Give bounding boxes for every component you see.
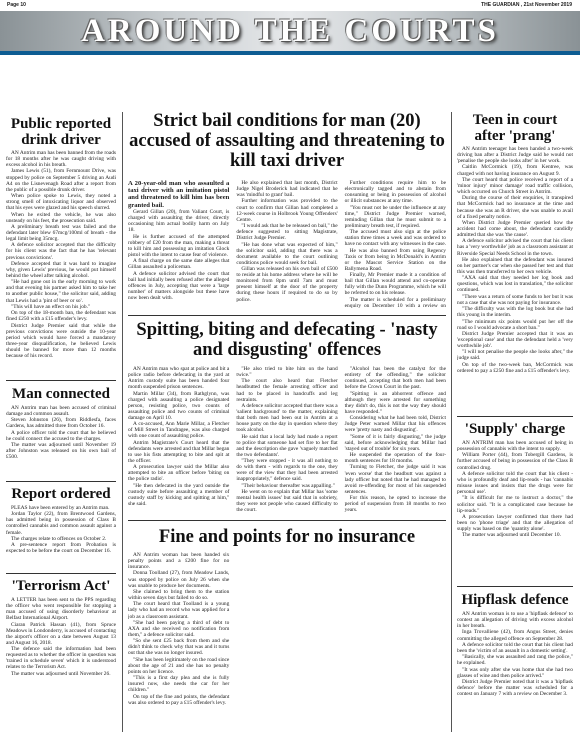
paragraph: On top of the 18-month ban, the defendant was fined £250 with a £15 offender's levy. (6, 310, 116, 323)
paragraph: AN Antrim man has been accused of criminal damage and common assault. (6, 405, 116, 418)
headline-supply-charge: 'Supply' charge (464, 421, 566, 437)
paragraph: A defence solicitor advised the court that bail had initially been refused after the alleged offences in July, accepting that were a 'large number' of matters alongside but these have now been dealt with. (128, 270, 230, 301)
page-header (0, 0, 580, 10)
headline-insurance: Fine and points for no insurance (158, 527, 416, 547)
paragraph: The matter was adjourned until November 19 after Johnston was released on his own bail of £500. (6, 442, 116, 461)
paragraph: "She has been legitimately on the road since about the age of 21 and she has no penalty points on her licence. (128, 656, 230, 675)
paragraph: A final charge on the same date alleges that Gillan assaulted a policeman. (128, 258, 230, 271)
paragraph: "Alcohol has been the catalyst for the entirety of the offending," the solicitor continued, accepting that both men had been before the Crown Court in the past. (344, 366, 446, 391)
paragraph: AN Antrim man who spat at police and bit a police radio before defecating in the yard at Antrim custody suite has been handed four month suspended prison sentences. (128, 366, 230, 391)
paragraph: "He has done what was expected of him," the solicitor said, adding that there was a document available to the court outlining conditions police would seek for bail. (236, 241, 338, 266)
divider (6, 481, 116, 482)
article-report-ordered (6, 505, 116, 569)
paragraph: "This will have an effect on his job." (11, 303, 91, 310)
paragraph: The matter was adjourned until November 26. (11, 670, 111, 677)
paper-date: THE GUARDIAN , 21st November 2019 (481, 2, 572, 8)
paragraph: The court heard that police received a report of a 'minor injury' minor damage' road traffic collision, which occurred on Church Street in Antrim. (457, 176, 573, 196)
paragraph: A prosecution lawyer confirmed that there had been no 'phone triage' and that the allegation of supply was based on the 'quantity alone'. (457, 513, 573, 533)
banner-rule (0, 51, 580, 55)
paragraph: "She had been paying a third of debt to AXA and she received no notification from them," a defence solicitor said. (128, 619, 230, 638)
paragraph: Martin Millar (34), from Rathglynn, was charged with assaulting a police designated person, resisting police, two counts of assaulting police and two counts of criminal damage on April 10. (128, 390, 230, 421)
paragraph: District Judge Premier noted that it was a 'hipflask defence' before the matter was scheduled for a contest on January 7 with a review on December 3. (457, 678, 573, 698)
paragraph: She claimed to bring them to the station within seven days but failed to do so. (128, 588, 230, 602)
paragraph: A defence solicitor accepted that there was a 'salient background' to the matter, explaining that both men had been out in Antrim at a house party on the day in question where they took alcohol. (236, 402, 338, 434)
divider (6, 573, 116, 574)
paragraph: District Judge Premier accepted that it was an 'exceptional case' and that the defendant held a 'very worthwhile job'. (457, 330, 573, 350)
divider (128, 315, 446, 316)
paragraph: When District Judge Premier queried how the accident had come about, the defendant candidly admitted that she was 'the cause'. (457, 219, 573, 239)
paragraph: "This is a first day plea and she is fully insured now, she needs the car for her children." (128, 675, 230, 694)
paragraph: The court heard that Toolland is a young lady who had an record who was applied for a job as a classroom assistant. (128, 601, 230, 620)
paragraph: He was also banned from using Regency Taxis or from being in McDonald's in Antrim or the Mascot Service Station on the Ballymena Road. (344, 247, 446, 272)
paragraph: Donna Toolland (27), from Meadow Lands, was stopped by police on July 26 when she was unable to produce her documents. (128, 570, 230, 589)
paragraph: James Lewis (51), from Fernmount Drive, was stopped by police on September 5 driving an Audi A4 on the Lisnevenagh Road after a report from the public of a possible drunk driver. (6, 168, 116, 193)
paragraph: On top of the two-week ban, McCormick was ordered to pay a £250 fine and a £15 offender's levy. (457, 361, 573, 374)
paragraph: AN Antrim woman has been handed six penalty points and a £200 fine for no insurance. (128, 552, 230, 571)
paragraph: "He had gone out in the early morning to work and that evening his partner asked him to take her to another public house," the solicitor said, adding that Lewis had a 'pint of beer or so'. (6, 279, 116, 304)
paragraph: "They were stopped - it was all nothing to do with them - with regards to the one, they were of the view that they had been arrested inappropriately," defence said. (236, 458, 338, 483)
banner-title: AROUND THE COURTS (81, 13, 499, 49)
paragraph: The charges relate to offences on October 2. (11, 535, 107, 542)
section-banner (0, 11, 580, 55)
paragraph: "I will not penalise the people she looks after," the judge said. (457, 349, 573, 362)
paragraph: AN Antrim man has been banned from the roads for 18 months after he was caught driving with excess alcohol in his breath. (6, 150, 116, 169)
paragraph: "I would ask that he be released on bail," the defence suggested to sitting Magistrate, District Judge Premier. (236, 223, 338, 242)
paragraph: The matter is scheduled for a preliminary enquiry on December 10 with a review on (344, 296, 446, 309)
headline-terrorism-act: 'Terrorism Act' (11, 578, 111, 594)
paragraph: "Their behaviour thereafter was appalling." (241, 482, 335, 489)
article-insurance (128, 552, 446, 732)
article-terrorism-act (6, 597, 116, 731)
paragraph: "He also tried to bite him on the hand twice." (236, 366, 338, 379)
headline-hipflask: Hipflask defence (461, 592, 569, 608)
paragraph: A defence solicitor accepted that the difficulty for his client was the fact that he has 'relevant previous convictions'. (6, 242, 116, 261)
column-divider (122, 112, 123, 732)
paragraph: "There was a return of some funds to her but it was not a case that she was not paying for insurance. (457, 293, 573, 306)
paragraph: He said that a local lady had made a report to police that someone had set fire to her flat and the description she gave 'vaguely matched the two defendants'. (236, 433, 338, 458)
paragraph: A defence solicitor advised the court that his client has a 'very worthwhile' job as a classroom assistant at Riverside Special Needs School in the town. (457, 238, 573, 257)
divider (6, 380, 116, 381)
article-teen-prang (457, 146, 573, 412)
paragraph: During the course of their enquiries, it transpired that McCormick had no insurance at the time and because she was an R driver, she was unable to avail of a fixed penalty notice. (457, 195, 573, 220)
paragraph: Further information was provided to the court to confirm that Gillan had completed a 12-week course in Holbrook Young Offenders' Centre. (236, 198, 338, 223)
paragraph: The defence said the information had been requested as to whether the officer in question was 'trained in schedule seven' which it is understood relates to the Terrorism Act. (6, 646, 116, 671)
lead-paragraph: A 20-year-old man who assaulted a taxi driver with an imitation pistol and threatened to kill him has been granted bail. (128, 180, 230, 209)
article-hipflask (457, 611, 573, 732)
paragraph: A defence solicitor told the court that his client had been the 'victim of an assault in a domestic setting'. (457, 641, 573, 654)
paragraph: Ciaran Patrick Hassan (41), from Spruce Meadows in Londonderry, is accused of contacting the airport's officer on a date between August 13 and August 16, 2018. (6, 621, 116, 646)
paragraph: Gerard Gillan (20), from Valiant Court, is charged with assaulting the driver, directly occasioning him actual bodily harm on July 18. (128, 209, 230, 234)
paragraph: Jordan Taylor (22), from Brentwood Gardens, has admitted being in possession of Class B controlled cannabis and common assault against a female. (6, 511, 116, 536)
paragraph: A preliminary breath test was failed and the defendant later blew 67mcg/100ml of breath - the legal limit being 35mcg. (6, 223, 116, 243)
article-drink-driver (6, 150, 116, 378)
divider (457, 586, 573, 587)
paragraph: A police officer told the court that he believed he could connect the accused to the charges. (6, 429, 116, 442)
paragraph: "You must not be under the influence at any time," District Judge Premier warned, reminding Gillan that he must submit to a preliminary breath test, if required. (344, 204, 446, 229)
paragraph: "The difficulty was with the log book but she had this young in the interim. (457, 306, 573, 319)
headline-man-connected: Man connected (12, 386, 110, 402)
paragraph: AN Antrim teenager has been handed a two-week driving ban after a District Judge said he would not 'penalise the people she looks after' in her work. (457, 146, 573, 165)
paragraph: "Spitting is an abhorrent offence and although they were arrested for something they didn't do, this is not the way they should have responded." (344, 390, 446, 415)
paragraph: When police spoke to Lewis, they noted a strong smell of intoxicating liquor and observed that his eyes were glazed and his speech slurred. (6, 193, 116, 212)
paragraph: A LETTER has been sent to the PPS regarding the officer who went responsible for stopping a man accused of using disorderly behaviour at Belfast International Airport. (6, 597, 116, 622)
paragraph: A pre-sentence report from Probation is expected to be before the court on December 16. (6, 542, 116, 555)
divider (457, 416, 573, 417)
paragraph: A co-accused, Ann Marie Millar, a Fletcher of Mill Street in Tandragee, was also charged with one count of assaulting police. (128, 421, 230, 440)
headline-spitting: Spitting, biting and defecating - 'nasty and disgusting' offences (136, 320, 438, 360)
paragraph: He went on to explain that Millar has 'some mental health issues' but said that in sobriety, they were not people who caused difficulty to the court. (236, 489, 338, 514)
paragraph: Antrim Magistrate's Court heard that the defendants were arrested and that Millar began to use his fists attempting to bite and spit at the officer. (128, 439, 230, 464)
paragraph: The matter was adjourned until December 10. (462, 532, 561, 539)
paragraph: Steven Johnston (26), from Riddlesfa, faces Gardens, has admitted three from October 16. (6, 417, 116, 430)
paragraph: "AXA said that they needed her log book and questions, which was lost in translation," the solicitor continued. (457, 275, 573, 294)
paragraph: "He then defecated in the yard outside the custody suite before assaulting a member of custody staff by kicking and spitting at him," she said. (128, 482, 230, 507)
paragraph: "The minimum six points would put her off the road so I would advocate a short ban." (457, 318, 573, 331)
paragraph: "So she sent £25 back from them and she didn't think to check why that was and it turns out that she was no longer insured. (128, 638, 230, 657)
headline-teen-prang: Teen in court after 'prang' (472, 112, 558, 144)
article-man-connected (6, 405, 116, 477)
paragraph: Caitlin McCormick (19), from Kentree, was charged with not having insurance on August 9. (457, 164, 573, 177)
paragraph: AN ANTRIM man has been accused of being in possession of cannabis with the intent to supply. (457, 440, 573, 453)
paragraph: On top of the fine and points, the defendant was also ordered to pay a £15 offender's levy. (128, 693, 230, 706)
headline-report-ordered: Report ordered (11, 486, 111, 502)
paragraph: Considering what he had been told, District Judge Peter warned Millar that his offences were 'pretty nasty and disgusting'. (344, 415, 446, 434)
paragraph: Further conditions require him to be electronically tagged and to abstain from consuming or being in possession of alcohol or illicit substances at any time. (344, 180, 446, 205)
paragraph: He also explained that last month, District Judge Nigel Broderick had indicated that he was 'mindful to grant' bail. (236, 180, 338, 199)
paragraph: For this reason, he opted to increase the period of suspension from 18 months to two years. (344, 495, 446, 514)
article-taxi-driver (128, 180, 446, 312)
paragraph: The court also heard that Fletcher headbutted the female arresting officer and had to be placed in handcuffs and leg restraints. (236, 378, 338, 403)
paragraph: A defence solicitor told the court that his client - who is profoundly deaf and lip-reads - has 'cannabis misuse issues and insists that the drugs were for personal use'. (457, 470, 573, 496)
paragraph: When he exited the vehicle, he was also unsteady on his feet, the prosecution said. (6, 211, 116, 224)
paragraph: AN Antrim woman is to use a 'hipflask defence' to contest an allegation of driving with excess alcohol in her breath. (457, 611, 573, 630)
headline-drink-driver: Public reported drink driver (10, 116, 112, 148)
article-supply-charge (457, 440, 573, 582)
paragraph: "Basically, she was assaulted and rang the police," he explained. (457, 654, 573, 667)
paragraph: "Some of it is fairly disgusting," the judge said, before acknowledging that Millar had 'stayed out of trouble' for six years. (344, 433, 446, 452)
paragraph: District Judge Premier said that while the previous convictions were outside the 10-year period which would have forced a mandatory three-year disqualification, he believed Lewis should be banned for more than 12 months because of his record. (6, 322, 116, 359)
paragraph: PLEAS have been entered by an Antrim man. (11, 505, 110, 511)
column-divider (451, 112, 452, 732)
paragraph: William Porter (44), from Tobergill Gardens, is further accused of being in possession of the Class B controlled drug. (457, 452, 573, 471)
paragraph: "It is difficult for me to instruct a doctor," the solicitor said. "It is a complicated case because he lip-reads." (457, 495, 573, 514)
paragraph: A prosecution lawyer said the Millar also attempted to bite an officer before 'biting on the police radio'. (128, 464, 230, 483)
page-number: Page 10 (7, 2, 26, 8)
headline-taxi-driver: Strict bail conditions for man (20) accused of assaulting and threatening to kill taxi driver (129, 111, 445, 171)
paragraph: "It was only after she was home that she had two glasses of wine and then police arrived." (457, 666, 573, 679)
paragraph: Gillan was released on his own bail of £500 to reside at his home address where he will be monitored from 8pm until 7am and must present himself at the door of the property during these hours if required to do so by police. (236, 266, 338, 303)
paragraph: He also explained that the defendant was insured on her partner's car when she passed her test and that this was then transferred to her own vehicle. (457, 256, 573, 275)
paragraph: The accused must also sign at the police station three times a week and was ordered to have no contact with any witnesses in the case. (344, 229, 446, 248)
paragraph: Defence accepted that it was hard to imagine why, given Lewis' previous, he would put himself behind the wheel after talking alcohol. (6, 260, 116, 279)
article-spitting (128, 366, 446, 514)
paragraph: He suspended the operation of the four-month sentences for 18 months. (344, 452, 446, 465)
divider (128, 520, 446, 521)
paragraph: Finally, Mr Premier made it a condition of bail that Gillan would attend and co-operate fully with the Dunn Programme, which he will be referred to on his release. (344, 272, 446, 297)
paragraph: Inga Trovalliene (42), from Angus Street, denies committing the alleged offence on September 28. (457, 629, 573, 642)
paragraph: He is further accused of the attempted robbery of £20 from the man, making a threat to kill him and possessing an imitation Glock pistol with the intent to cause fear of violence. (128, 233, 230, 258)
paragraph: Turning to Fletcher, the judge said it was 'even worse' that the headbutt was against a lady officer but noted that he had managed to avoid re-offending for most of his suspended sentences. (344, 464, 446, 495)
